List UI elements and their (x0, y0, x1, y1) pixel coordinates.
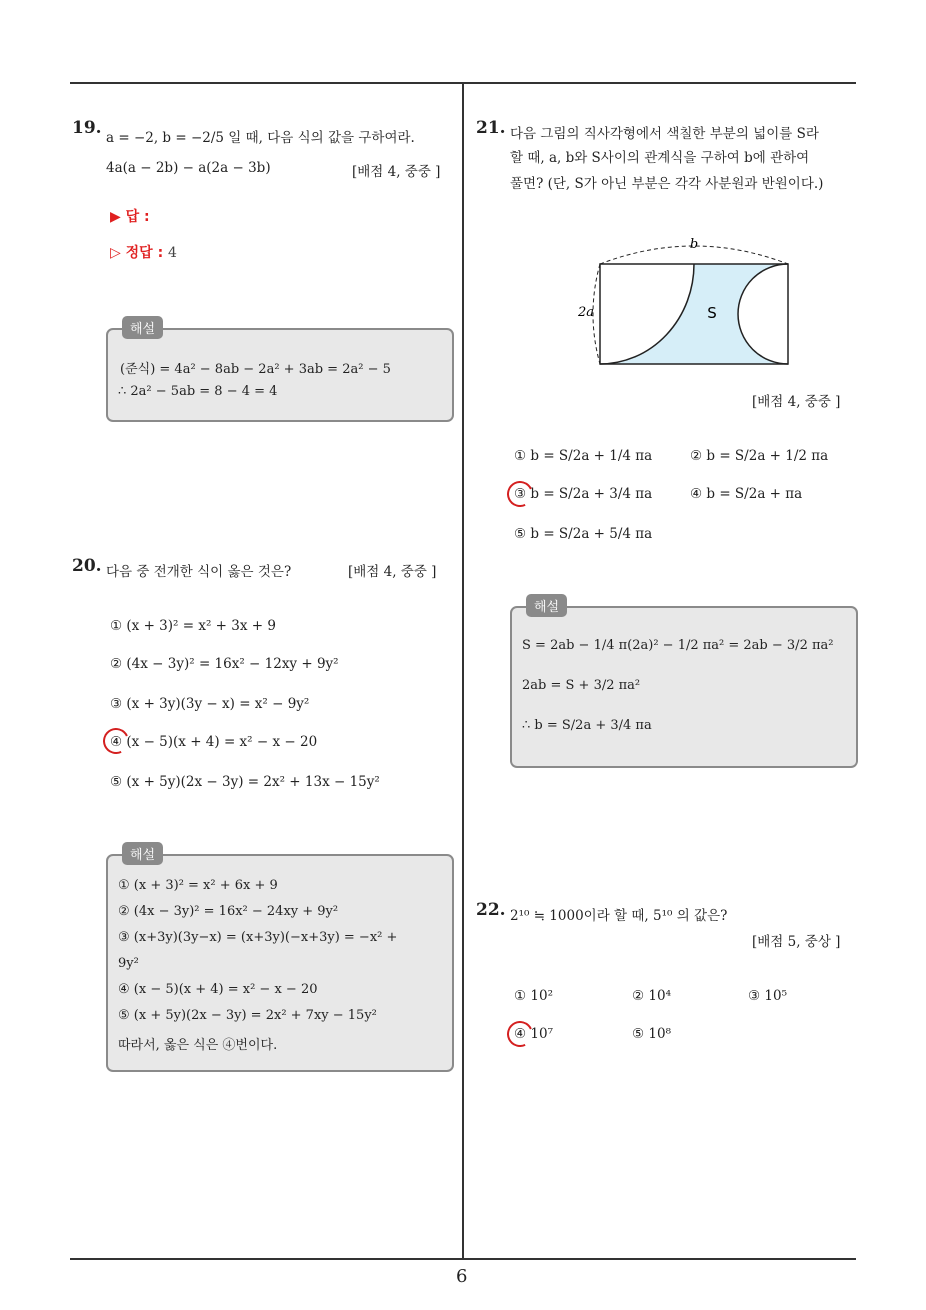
q20-solution-line-2: ② (4x − 3y)² = 16x² − 24xy + 9y² (118, 904, 339, 919)
q22-option-2[interactable]: ② 10⁴ (632, 988, 671, 1004)
q19-correct-row (110, 242, 177, 262)
page-number: 6 (456, 1266, 468, 1287)
q21-option-1[interactable]: ① b = S/2a + 1/4 πa (514, 448, 653, 464)
q20-option-5[interactable]: ⑤ (x + 5y)(2x − 3y) = 2x² + 13x − 15y² (110, 774, 380, 790)
q21-option-3[interactable]: ③ b = S/2a + 3/4 πa (514, 486, 653, 502)
q19-solution-tag: 해설 (122, 316, 163, 339)
q19-correct-label: ▷ 정답 : (110, 245, 164, 261)
q21-number: 21. (476, 118, 506, 138)
column-divider (462, 84, 464, 1259)
q20-option-1[interactable]: ① (x + 3)² = x² + 3x + 9 (110, 618, 276, 634)
q20-solution-line-7: 따라서, 옳은 식은 ④번이다. (118, 1038, 278, 1053)
q22-prompt: 2¹⁰ ≒ 1000이라 할 때, 5¹⁰ 의 값은? (510, 908, 728, 924)
q20-solution-line-3: ③ (x+3y)(3y−x) = (x+3y)(−x+3y) = −x² + (118, 930, 398, 945)
q21-solution-tag: 해설 (526, 594, 567, 617)
q22-score: [배점 5, 중상 ] (752, 934, 841, 950)
q19-score: [배점 4, 중중 ] (352, 164, 441, 180)
q21-prompt-line-3: 풀면? (단, S가 아닌 부분은 각각 사분원과 반원이다.) (510, 176, 824, 192)
q19-expression: 4a(a − 2b) − a(2a − 3b) (106, 160, 271, 176)
q21-side-label: 2a (578, 305, 595, 320)
bottom-rule (70, 1258, 856, 1260)
q22-option-5[interactable]: ⑤ 10⁸ (632, 1026, 671, 1042)
q20-prompt: 다음 중 전개한 식이 옳은 것은? (106, 564, 292, 580)
q20-solution-line-1: ① (x + 3)² = x² + 6x + 9 (118, 878, 278, 893)
q21-prompt-line-1: 다음 그림의 직사각형에서 색칠한 부분의 넓이를 S라 (510, 126, 819, 142)
q21-solution-box (510, 600, 858, 768)
q21-option-4[interactable]: ④ b = S/2a + πa (690, 486, 803, 502)
q19-correct-value: 4 (168, 245, 177, 261)
q21-solution-line-2: 2ab = S + 3/2 πa² (522, 678, 641, 693)
q20-solution-line-6: ⑤ (x + 5y)(2x − 3y) = 2x² + 7xy − 15y² (118, 1008, 377, 1023)
q19-answer-label: ▶ 답 : (110, 209, 150, 225)
q20-score: [배점 4, 중중 ] (348, 564, 437, 580)
q21-score: [배점 4, 중중 ] (752, 394, 841, 410)
q19-solution-line-2: ∴ 2a² − 5ab = 8 − 4 = 4 (118, 384, 278, 399)
q21-solution-line-3: ∴ b = S/2a + 3/4 πa (522, 718, 652, 733)
q19-prompt: a = −2, b = −2/5 일 때, 다음 식의 값을 구하여라. (106, 130, 415, 146)
q21-prompt-line-2: 할 때, a, b와 S사이의 관계식을 구하여 b에 관하여 (510, 150, 810, 166)
q21-option-2[interactable]: ② b = S/2a + 1/2 πa (690, 448, 829, 464)
q22-option-4[interactable]: ④ 10⁷ (514, 1026, 553, 1042)
q21-option-5[interactable]: ⑤ b = S/2a + 5/4 πa (514, 526, 653, 542)
q21-answer-circle-mark (503, 477, 536, 510)
q21-figure (570, 232, 810, 372)
q19-number: 19. (72, 118, 102, 138)
q22-answer-circle-mark (503, 1017, 536, 1050)
q20-solution-line-5: ④ (x − 5)(x + 4) = x² − x − 20 (118, 982, 318, 997)
q21-top-label: b (689, 237, 699, 252)
q20-solution-tag: 해설 (122, 842, 163, 865)
q22-number: 22. (476, 900, 506, 920)
q22-option-3[interactable]: ③ 10⁵ (748, 988, 787, 1004)
q21-region-label: S (707, 304, 717, 322)
q21-side-dashed-arc (593, 264, 600, 364)
q20-solution-line-4: 9y² (118, 956, 139, 971)
q21-solution-line-1: S = 2ab − 1/4 π(2a)² − 1/2 πa² = 2ab − 3/2 πa² (522, 638, 834, 653)
q20-number: 20. (72, 556, 102, 576)
q20-answer-circle-mark (99, 724, 132, 757)
q19-solution-line-1: (준식) = 4a² − 8ab − 2a² + 3ab = 2a² − 5 (120, 362, 391, 377)
q20-solution-box (106, 848, 454, 1072)
q19-solution-box (106, 322, 454, 422)
q20-option-3[interactable]: ③ (x + 3y)(3y − x) = x² − 9y² (110, 696, 310, 712)
q20-option-2[interactable]: ② (4x − 3y)² = 16x² − 12xy + 9y² (110, 656, 339, 672)
q22-option-1[interactable]: ① 10² (514, 988, 553, 1004)
q20-option-4[interactable]: ④ (x − 5)(x + 4) = x² − x − 20 (110, 734, 318, 750)
q21-shaded-region (600, 264, 788, 364)
